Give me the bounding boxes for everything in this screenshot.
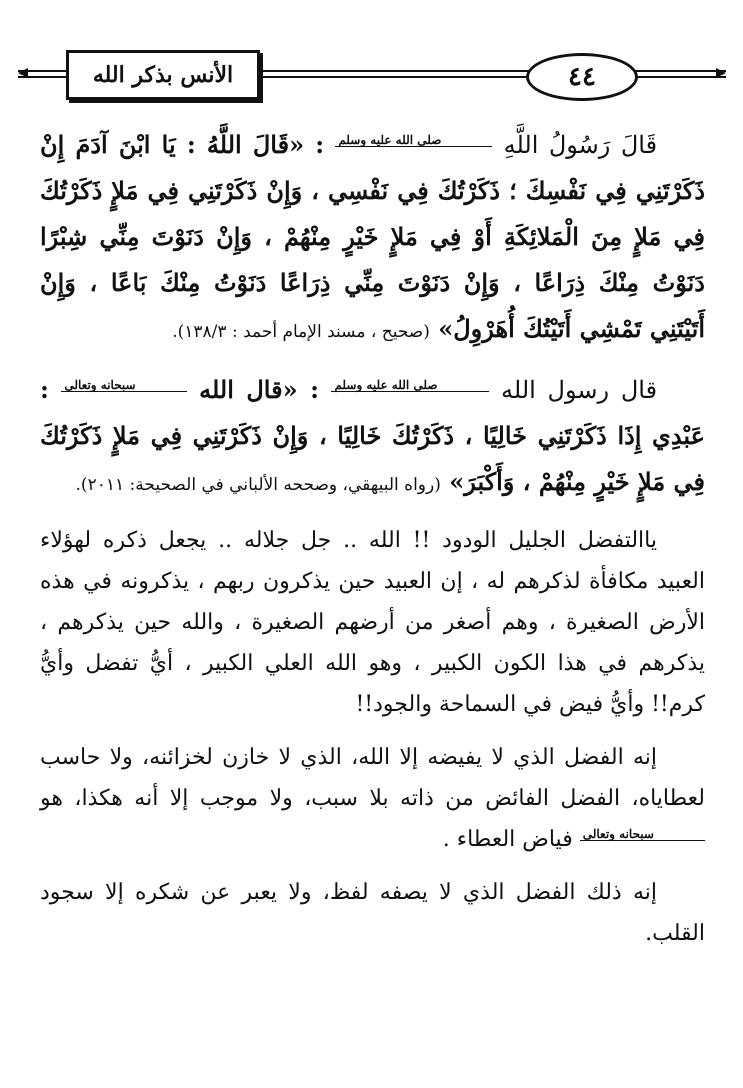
hadith-1 — [40, 122, 705, 355]
page-body — [40, 122, 705, 966]
hadith-2-open: : « — [282, 375, 319, 404]
hadith-1-open: : « — [289, 130, 325, 159]
book-title: الأنس بذكر الله — [66, 50, 260, 100]
paragraph-2-end: فياض العطاء . — [442, 827, 573, 852]
hadith-2-text: : عَبْدِي إِذَا ذَكَرْتَنِي خَالِيًا ، ذَكَرْتُكَ خَالِيًا ، وَإِنْ ذَكَرْتَنِي فِي مَلإٍ ذَكَرْتُكَ فِي مَلإٍ خَيْرٍ مِنْهُمْ ، وَأَكْبَرَ — [40, 375, 705, 496]
hadith-1-text: : يَا ابْنَ آدَمَ إِنْ ذَكَرْتَنِي فِي نَفْسِكَ ؛ ذَكَرْتُكَ فِي نَفْسِي ، وَإِنْ ذَكَرْتَنِي فِي مَلإٍ ذَكَرْتُكَ فِي مَلإٍ مِنَ الْمَلائِكَةِ أَوْ فِي مَلإٍ خَيْرٍ مِنْهُمْ ، وَإِنْ دَنَوْتَ مِنِّي شِبْرًا دَنَوْتُ مِنْكَ ذِرَاعًا ، وَإِنْ دَنَوْتَ مِنِّي ذِرَاعًا دَنَوْتُ مِنْكَ بَاعًا ، وَإِنْ أَتَيْتَنِي تَمْشِي أَتَيْتُكَ أُهَرْوِلُ — [40, 130, 705, 343]
taala-honorific-icon: سبحانه وتعالى — [580, 828, 705, 841]
paragraph-1: ياالتفضل الجليل الودود !! الله .. جل جلاله .. يجعل ذكره لهؤلاء العبيد مكافأة لذكرهم له ، إن العبيد حين يذكرون ربهم ، يذكرونه في هذه الأرض الصغيرة ، وهم أصغر من أرضهم الصغيرة ، والله حين يذكرهم ، يذكرهم في هذا الكون الكبير ، وهو الله العلي الكبير ، أيُّ تفضل وأيُّ كرم!! وأيُّ فيض في السماحة والجود!! — [40, 528, 705, 717]
salla-honorific-icon: صلى الله عليه وسلم — [335, 134, 492, 147]
hadith-1-intro: قَالَ رَسُولُ اللَّهِ — [503, 131, 658, 159]
hadith-1-speaker: قَالَ اللَّهُ — [206, 130, 290, 159]
salla-honorific-icon: صلى الله عليه وسلم — [331, 379, 488, 392]
hadith-2-speaker: قال الله — [199, 375, 283, 404]
hadith-2 — [40, 367, 705, 508]
hadith-1-close: » — [438, 314, 454, 343]
page-header — [18, 50, 726, 106]
hadith-2-source: (رواه البيهقي، وصححه الألباني في الصحيحة: ٢٠١١). — [75, 475, 441, 495]
taala-honorific-icon: سبحانه وتعالى — [61, 379, 186, 392]
hadith-2-close: » — [449, 467, 465, 496]
paragraph-2 — [40, 737, 705, 860]
hadith-1-source: (صحيح ، مسند الإمام أحمد : ١٣٨/٣). — [172, 322, 430, 342]
paragraph-3: إنه ذلك الفضل الذي لا يصفه لفظ، ولا يعبر عن شكره إلا سجود القلب. — [40, 880, 705, 946]
hadith-2-intro: قال رسول الله — [501, 376, 658, 404]
page-number: ٤٤ — [526, 53, 638, 101]
paragraph-2-text: إنه الفضل الذي لا يفيضه إلا الله، الذي لا خازن لخزائنه، ولا حاسب لعطاياه، الفضل الفائض من ذاته بلا سبب، ولا موجب إلا أنه هكذا، هو — [40, 745, 705, 811]
